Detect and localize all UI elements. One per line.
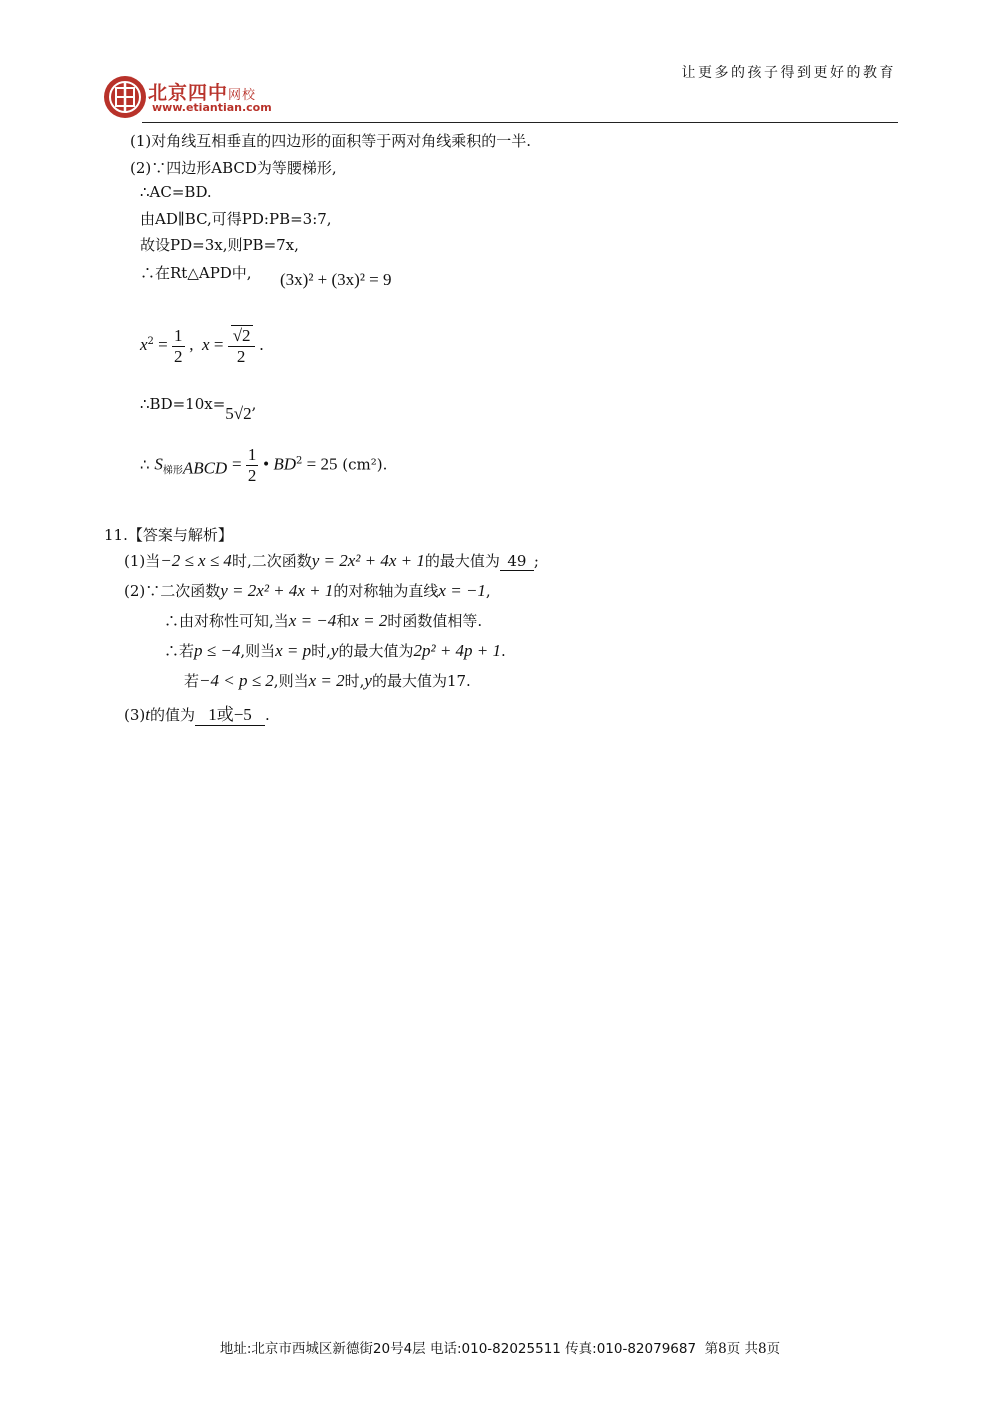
q10-area-formula: ∴ $S_{梯形ABCD}$ = $\frac{1}{2}$ • $BD^2 = 25$ (cm²). — [140, 445, 388, 485]
logo-url: www.etiantian.com — [152, 101, 272, 114]
q11-part-2: (2)∵二次函数y = 2x² + 4x + 1的对称轴为直线x = −1, — [124, 581, 491, 600]
school-logo-icon — [102, 74, 148, 120]
q10-line-5: 故设PD=3x,则PB=7x, — [140, 236, 299, 254]
footer-address: 地址:北京市西城区新德街20号4层 电话:010-82025511 传真:010-82079687 — [219, 1341, 697, 1357]
header-slogan: 让更多的孩子得到更好的教育 — [681, 65, 896, 81]
q11-case-2: 若−4 < p ≤ 2,则当x = 2时,y的最大值为17. — [184, 671, 471, 690]
q10-bd-value: 5√2 — [225, 404, 252, 423]
q11-answer-1: 49 — [500, 552, 534, 571]
q11-case-1: ∴若p ≤ −4,则当x = p时,y的最大值为2p² + 4p + 1. — [164, 641, 506, 660]
q10-line-bd: ∴BD=10x=5√2, — [140, 395, 257, 423]
logo-name: 北京四中网校 — [148, 82, 257, 104]
q11-symmetry-line: ∴由对称性可知,当x = −4和x = 2时函数值相等. — [164, 611, 483, 630]
q11-heading: 11.【答案与解析】 — [104, 526, 233, 544]
q11-part-1: (1)当−2 ≤ x ≤ 4时,二次函数y = 2x² + 4x + 1的最大值为 49 ; — [124, 551, 539, 570]
q10-line-3: ∴AC=BD. — [140, 183, 212, 201]
logo-suffix: 网校 — [228, 88, 257, 103]
q11-answer-3: 1或−5 — [195, 700, 265, 726]
q10-line-2: (2)∵四边形ABCD为等腰梯形, — [130, 159, 337, 177]
q10-line-1: (1)对角线互相垂直的四边形的面积等于两对角线乘积的一半. — [130, 132, 532, 150]
q10-line-6: ∴在Rt△APD中, — [140, 264, 252, 282]
q10-line-4: 由AD∥BC,可得PD:PB=3:7, — [140, 210, 332, 228]
page-footer — [0, 1337, 1000, 1357]
footer-page-number: 第8页 共8页 — [704, 1341, 781, 1357]
q10-equation-pythagoras: (3x)² + (3x)² = 9 — [280, 270, 392, 289]
header-rule — [142, 122, 898, 123]
q11-part-3: (3)t的值为 1或−5 . — [124, 700, 270, 726]
q10-equation-x-value: $x^2$ = $\frac{1}{2}$ , x = $\frac{√2}{2}$ . — [140, 325, 264, 366]
